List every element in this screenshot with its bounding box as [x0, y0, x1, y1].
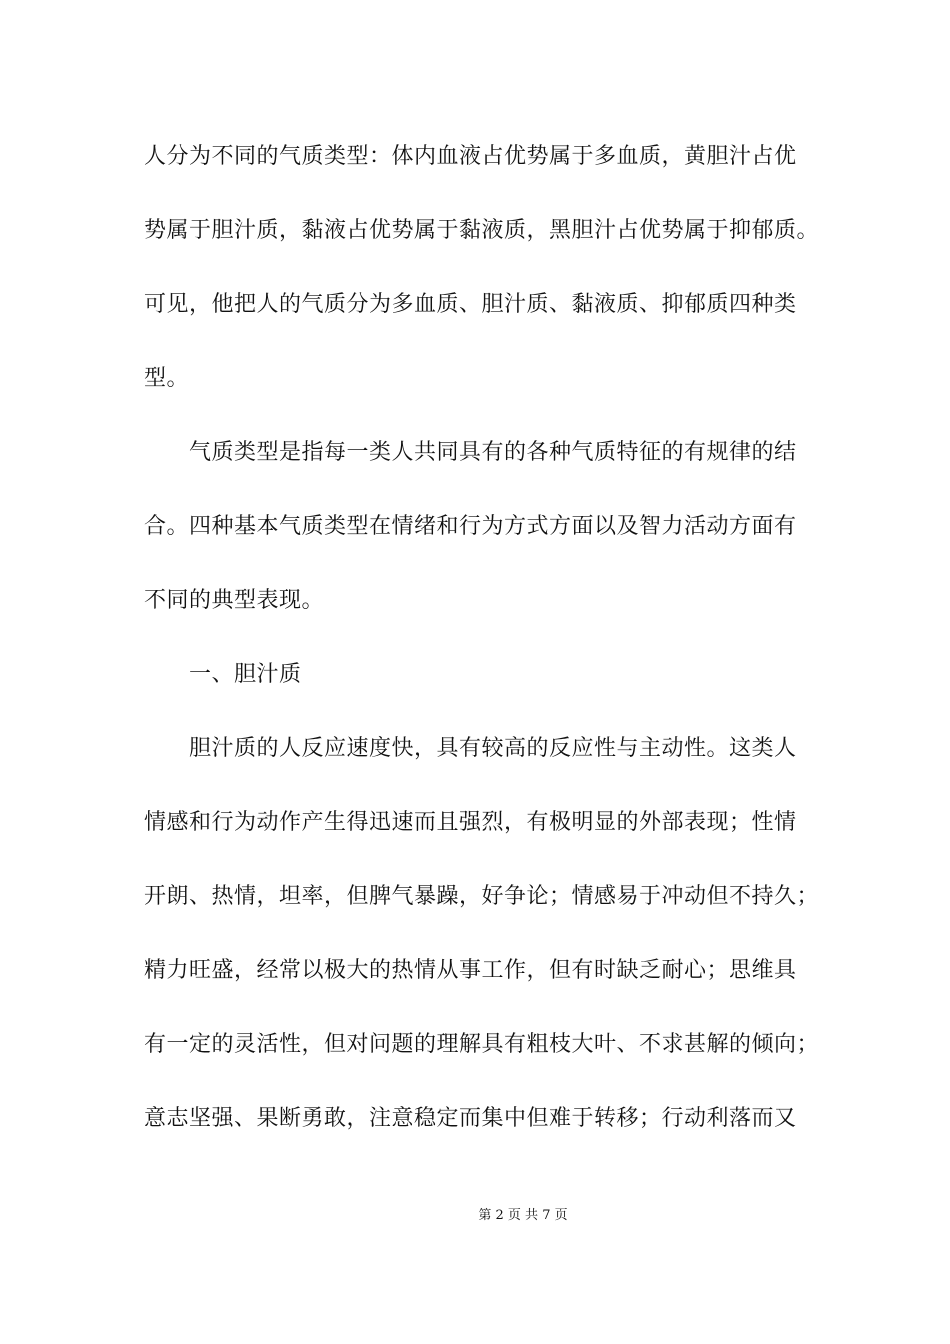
page-footer — [0, 1207, 950, 1225]
paragraph-first-line: 气质类型是指每一类人共同具有的各种气质特征的有规律的结 — [189, 440, 797, 465]
text-line: 可见，他把人的气质分为多血质、胆汁质、黏液质、抑郁质四种类 — [144, 292, 797, 317]
text-line: 合。四种基本气质类型在情绪和行为方式方面以及智力活动方面有 — [144, 514, 797, 539]
text-line: 有一定的灵活性，但对问题的理解具有粗枝大叶、不求甚解的倾向； — [144, 1032, 820, 1057]
text-line: 精力旺盛，经常以极大的热情从事工作，但有时缺乏耐心；思维具 — [144, 958, 797, 983]
text-line: 情感和行为动作产生得迅速而且强烈，有极明显的外部表现；性情 — [144, 810, 797, 835]
section-heading: 一、胆汁质 — [189, 662, 302, 687]
text-line: 势属于胆汁质，黏液占优势属于黏液质，黑胆汁占优势属于抑郁质。 — [144, 218, 820, 243]
text-line: 意志坚强、果断勇敢，注意稳定而集中但难于转移；行动利落而又 — [144, 1106, 797, 1131]
text-line: 型。 — [144, 366, 190, 391]
text-line: 不同的典型表现。 — [144, 588, 325, 613]
page-number: 第 2 页 共 7 页 — [478, 1208, 568, 1223]
text-line: 人分为不同的气质类型：体内血液占优势属于多血质，黄胆汁占优 — [144, 144, 797, 169]
text-line: 开朗、热情，坦率，但脾气暴躁，好争论；情感易于冲动但不持久； — [144, 884, 820, 909]
paragraph-first-line: 胆汁质的人反应速度快，具有较高的反应性与主动性。这类人 — [189, 736, 797, 761]
